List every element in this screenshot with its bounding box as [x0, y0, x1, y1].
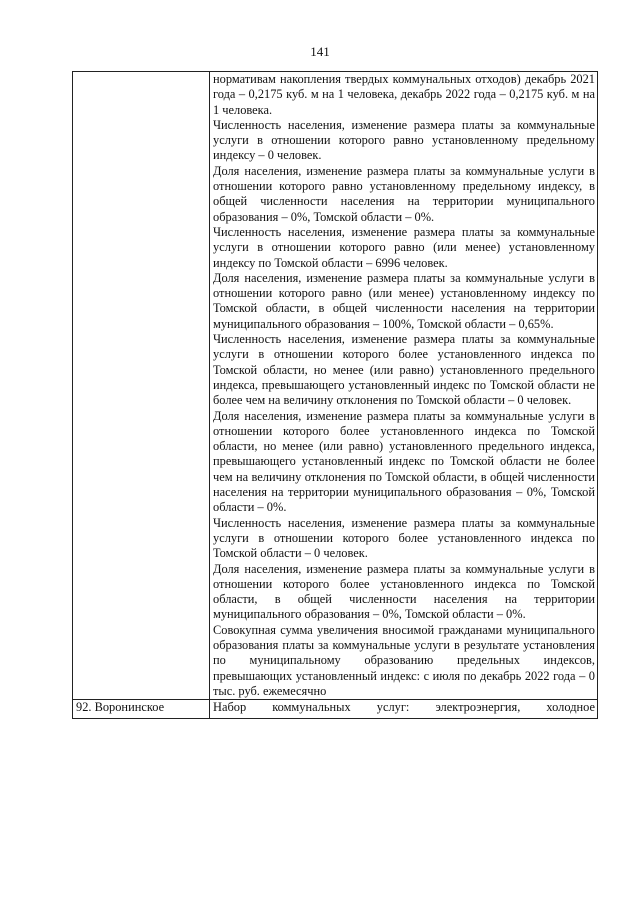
table-row [73, 700, 598, 719]
municipality-cell: 92. Воронинское [73, 700, 210, 719]
paragraph: Доля населения, изменение размера платы за коммунальные услуги в отношении которого равно установленному предельному индексу, в общей численности населения на территории муниципального образования – 0%, Томской области – 0%. [213, 163, 595, 224]
municipality-table [72, 71, 598, 719]
paragraph: Доля населения, изменение размера платы за коммунальные услуги в отношении которого более установленного индекса по Томской области, но менее (или равно) установленного предельного индекса, превышающего установленный индекс по Томской области не более чем на величину отклонения по Томской области, в общей численности населения на территории муниципального образования – 0%, Томской области – 0%. [213, 408, 595, 515]
table-row [73, 72, 598, 700]
paragraph: Численность населения, изменение размера платы за коммунальные услуги в отношении которого более установленного индекса по Томской области – 0 человек. [213, 515, 595, 561]
description-cell [210, 700, 598, 719]
paragraph: Доля населения, изменение размера платы за коммунальные услуги в отношении которого равно (или менее) установленному индексу по Томской области, в общей численности населения на территории муниципального образования – 100%, Томской области – 0,65%. [213, 270, 595, 331]
municipality-cell [73, 72, 210, 700]
paragraph: Совокупная сумма увеличения вносимой гражданами муниципального образования платы за коммунальные услуги в результате установления по муниципальному образованию предельных индексов, превышающих установленный индекс: с июля по декабрь 2022 года – 0 тыс. руб. ежемесячно [213, 622, 595, 698]
page-number: 141 [310, 44, 330, 59]
description-cell [210, 72, 598, 700]
paragraph: нормативам накопления твердых коммунальных отходов) декабрь 2021 года – 0,2175 куб. м на 1 человека, декабрь 2022 года – 0,2175 куб. м на 1 человека. [213, 72, 595, 117]
paragraph: Численность населения, изменение размера платы за коммунальные услуги в отношении которого равно (или менее) установленному индексу по Томской области – 6996 человек. [213, 224, 595, 270]
paragraph: Численность населения, изменение размера платы за коммунальные услуги в отношении которого равно установленному предельному индексу – 0 человек. [213, 117, 595, 163]
paragraph: Численность населения, изменение размера платы за коммунальные услуги в отношении которого более установленного индекса по Томской области, но менее (или равно) установленного предельного индекса, превышающего установленный индекс по Томской области не более чем на величину отклонения по Томской области – 0 человек. [213, 332, 595, 408]
paragraph: Набор коммунальных услуг: электроэнергия, холодное [213, 700, 595, 715]
paragraph: Доля населения, изменение размера платы за коммунальные услуги в отношении которого более установленного индекса по Томской области, в общей численности населения на территории муниципального образования – 0%, Томской области – 0%. [213, 561, 595, 622]
